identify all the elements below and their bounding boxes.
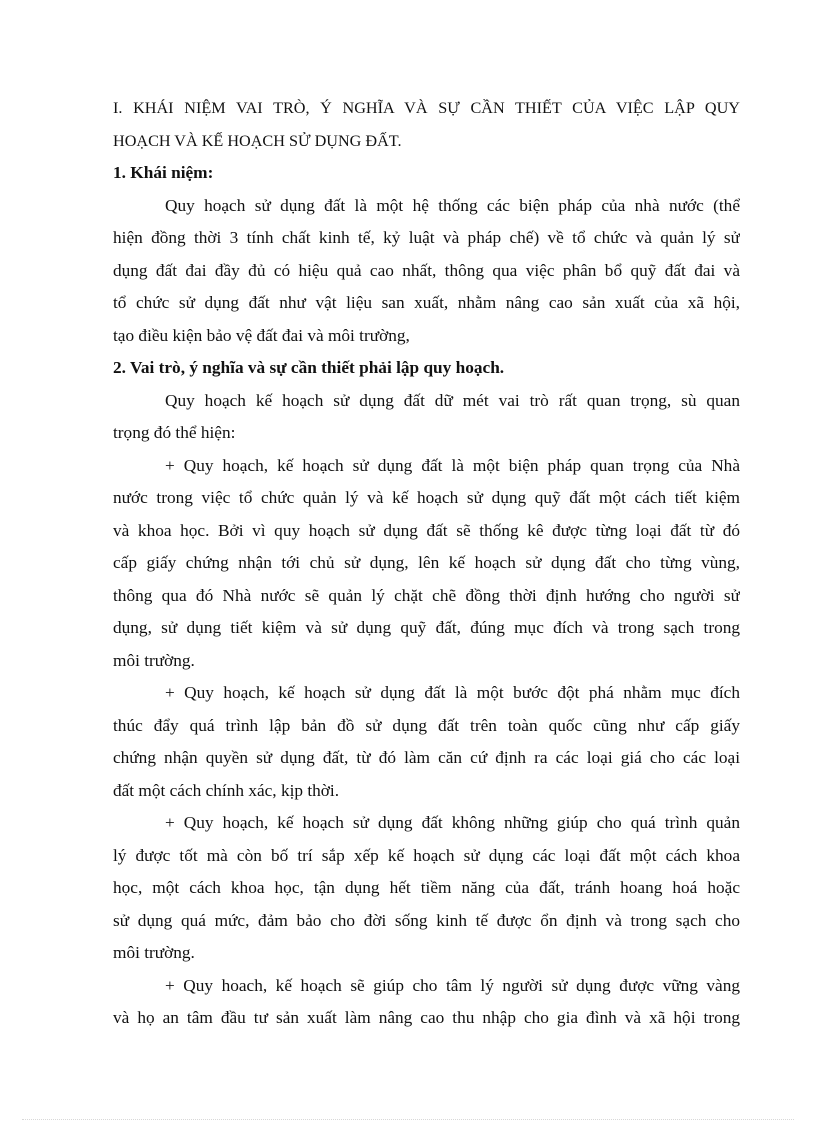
paragraph-line: + Quy hoach, kế hoạch sẽ giúp cho tâm lý người sử dụng được vững vàng [165, 975, 740, 995]
paragraph-line: và khoa học. Bởi vì quy hoạch sử dụng đất sẽ thống kê được từng loại đất từ đó [113, 520, 740, 540]
paragraph-line: sử dụng quá mức, đảm bảo cho đời sống kinh tế được ổn định và trong sạch cho [113, 910, 740, 930]
paragraph-line: + Quy hoạch, kế hoạch sử dụng đất không những giúp cho quá trình quản [165, 813, 740, 832]
paragraph-line: thông qua đó Nhà nước sẽ quản lý chặt chẽ đồng thời định hướng cho người sử [113, 585, 740, 605]
paragraph-line: môi trường. [113, 650, 195, 670]
paragraph-line: học, một cách khoa học, tận dụng hết tiềm năng của đất, tránh hoang hoá hoặc [113, 878, 740, 897]
paragraph-point-1 [113, 450, 740, 678]
paragraph-line: hiện đồng thời 3 tính chất kinh tế, kỷ luật và pháp chế) về tổ chức và quản lý sử [113, 228, 740, 247]
paragraph-line: tạo điều kiện bảo vệ đất đai và môi trường, [113, 325, 410, 345]
heading-vai-tro: 2. Vai trò, ý nghĩa và sự cần thiết phải lập quy hoạch. [113, 358, 505, 377]
section-title [113, 92, 740, 157]
paragraph-point-3 [113, 807, 740, 970]
paragraph-line: dụng đất đai đầy đủ có hiệu quả cao nhất, thông qua việc phân bổ quỹ đất đai và [113, 260, 740, 280]
paragraph-line: dụng, sử dụng tiết kiệm và sử dụng quỹ đất, đúng mục đích và trong sạch trong [113, 618, 740, 637]
paragraph-line: thúc đẩy quá trình lập bản đồ sử dụng đất trên toàn quốc cũng như cấp giấy [113, 715, 740, 735]
paragraph-line: Quy hoạch kế hoạch sử dụng đất dữ mét vai trò rất quan trọng, sù quan [165, 390, 740, 410]
paragraph-role-intro [113, 385, 740, 450]
paragraph-line: nước trong việc tổ chức quản lý và kế hoạch sử dụng quỹ đất một cách tiết kiệm [113, 488, 740, 507]
paragraph-line: môi trường. [113, 943, 195, 962]
paragraph-line: tổ chức sử dụng đất như vật liệu san xuất, nhằm nâng cao sản xuất của xã hội, [113, 293, 740, 312]
section-title-line: I. KHÁI NIỆM VAI TRÒ, Ý NGHĨA VÀ SỰ CẦN THIẾT CỦA VIỆC LẬP QUY [113, 99, 740, 117]
paragraph-line: chứng nhận quyền sử dụng đất, từ đó làm căn cứ định ra các loại giá cho các loại [113, 748, 740, 767]
page-bottom-divider [22, 1119, 794, 1120]
paragraph-point-4 [113, 970, 740, 1035]
paragraph-line: + Quy hoạch, kế hoạch sử dụng đất là một biện pháp quan trọng của Nhà [165, 455, 740, 475]
paragraph-line: đất một cách chính xác, kịp thời. [113, 780, 340, 800]
paragraph-line: trọng đó thể hiện: [113, 423, 236, 442]
paragraph-line: + Quy hoạch, kế hoạch sử dụng đất là một bước đột phá nhằm mục đích [165, 683, 740, 702]
paragraph-line: lý được tốt mà còn bố trí sắp xếp kế hoạch sử dụng các loại đất một cách khoa [113, 845, 740, 865]
heading-khai-niem: 1. Khái niệm: [113, 163, 214, 182]
paragraph-definition [113, 190, 740, 353]
paragraph-point-2 [113, 677, 740, 807]
paragraph-line: cấp giấy chứng nhận tới chủ sử dụng, lên kế hoạch sử dụng đất cho từng vùng, [113, 553, 740, 572]
paragraph-line: Quy hoạch sử dụng đất là một hệ thống các biện pháp của nhà nước (thể [165, 195, 740, 215]
document-body [113, 92, 740, 1035]
paragraph-line: và họ an tâm đầu tư sản xuất làm nâng cao thu nhập cho gia đình và xã hội trong [113, 1008, 740, 1027]
section-title-line: HOẠCH VÀ KẾ HOẠCH SỬ DỤNG ĐẤT. [113, 131, 402, 150]
